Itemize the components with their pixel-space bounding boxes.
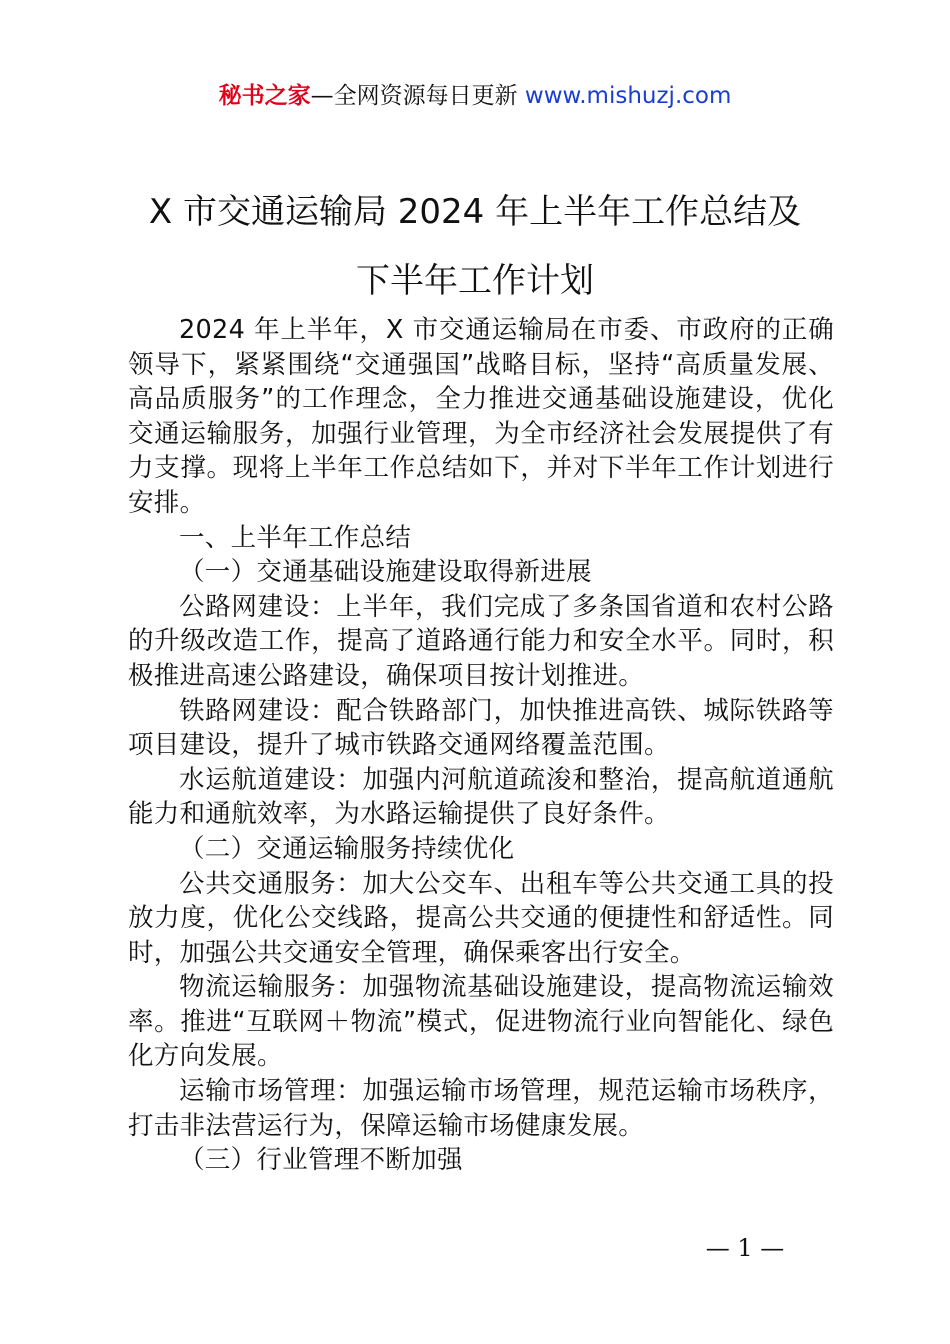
site-tagline: —全网资源每日更新	[310, 83, 525, 109]
subsection-heading-2: （二）交通运输服务持续优化	[179, 833, 515, 864]
page-number: — 1 —	[705, 1234, 785, 1262]
paragraph-waterway: 水运航道建设：加强内河航道疏浚和整治，提高航道通航能力和通航效率，为水路运输提供了良好条件。	[128, 764, 834, 830]
document-title-line-2: 下半年工作计划	[356, 261, 594, 301]
subsection-heading-3: （三）行业管理不断加强	[179, 1145, 463, 1176]
paragraph-highway: 公路网建设：上半年，我们完成了多条国省道和农村公路的升级改造工作，提高了道路通行能力和安全水平。同时，积极推进高速公路建设，确保项目按计划推进。	[128, 591, 834, 691]
subsection-heading-1: （一）交通基础设施建设取得新进展	[179, 557, 592, 588]
document-body	[128, 313, 834, 1178]
site-url-link[interactable]: www.mishuzj.com	[524, 83, 732, 109]
section-heading-1: 一、上半年工作总结	[179, 522, 412, 553]
paragraph-railway: 铁路网建设：配合铁路部门，加快推进高铁、城际铁路等项目建设，提升了城市铁路交通网络覆盖范围。	[128, 695, 834, 761]
paragraph-intro: 2024 年上半年，X 市交通运输局在市委、市政府的正确领导下，紧紧围绕“交通强国”战略目标，坚持“高质量发展、高品质服务”的工作理念，全力推进交通基础设施建设，优化交通运输服务，加强行业管理，为全市经济社会发展提供了有力支撑。现将上半年工作总结如下，并对下半年工作计划进行安排。	[128, 315, 834, 518]
site-header	[0, 80, 950, 112]
paragraph-market-management: 运输市场管理：加强运输市场管理，规范运输市场秩序，打击非法营运行为，保障运输市场健康发展。	[128, 1076, 834, 1141]
site-brand: 秘书之家	[218, 83, 311, 109]
paragraph-logistics: 物流运输服务：加强物流基础设施建设，提高物流运输效率。推进“互联网＋物流”模式，促进物流行业向智能化、绿色化方向发展。	[128, 972, 834, 1072]
document-title-line-1: X 市交通运输局 2024 年上半年工作总结及	[148, 192, 802, 232]
paragraph-public-transit: 公共交通服务：加大公交车、出租车等公共交通工具的投放力度，优化公交线路，提高公共交通的便捷性和舒适性。同时，加强公共交通安全管理，确保乘客出行安全。	[128, 868, 834, 968]
